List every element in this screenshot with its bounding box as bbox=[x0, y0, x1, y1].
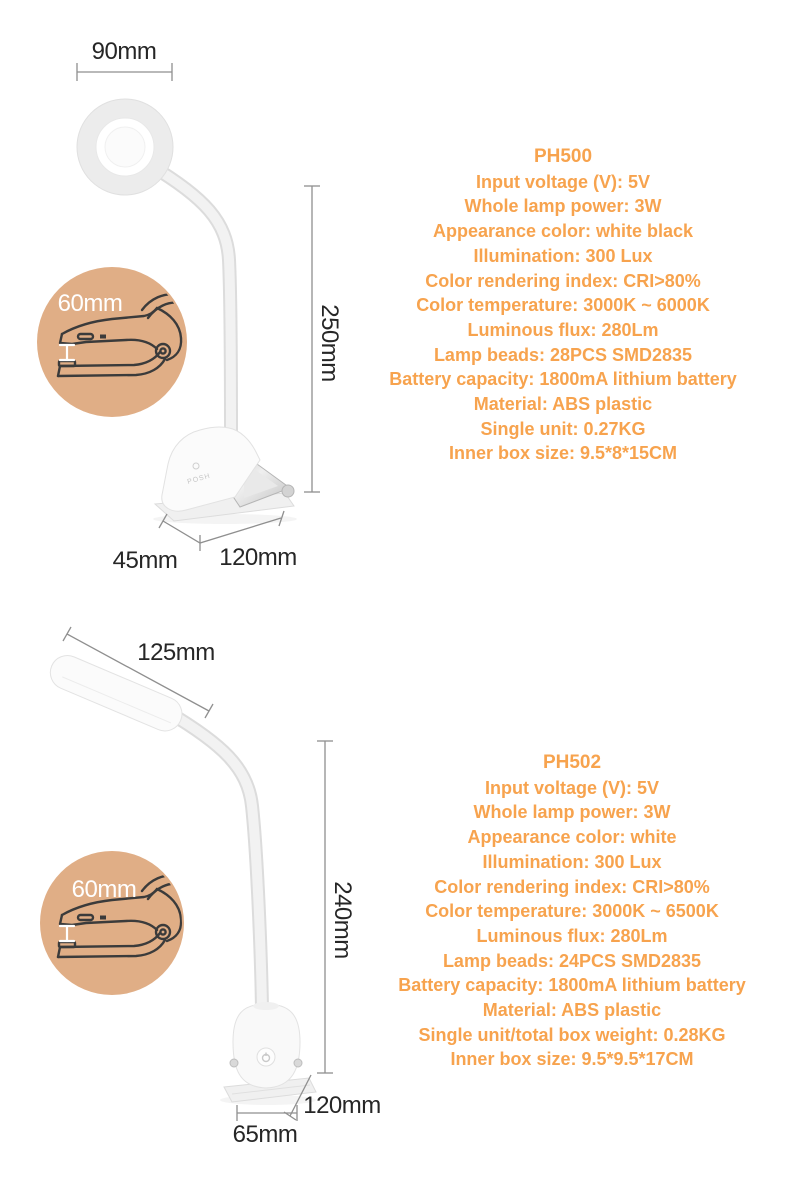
dim-label-head-width-1: 90mm bbox=[91, 38, 157, 65]
spec-line: Appearance color: white bbox=[467, 827, 677, 848]
spec-line: Illumination: 300 Lux bbox=[482, 851, 662, 872]
spec-line: Material: ABS plastic bbox=[482, 1000, 662, 1021]
spec-line: Whole lamp power: 3W bbox=[473, 802, 671, 823]
spec-line: Illumination: 300 Lux bbox=[473, 245, 653, 266]
spec-line: Luminous flux: 280Lm bbox=[467, 319, 659, 340]
spec-line: Appearance color: white black bbox=[432, 221, 694, 242]
spec-line: Lamp beads: 24PCS SMD2835 bbox=[442, 950, 702, 971]
lamp2-clip-detail-badge bbox=[40, 851, 184, 995]
spec-line: Inner box size: 9.5*8*15CM bbox=[448, 443, 678, 464]
dim-label-height-2: 240mm bbox=[329, 881, 356, 959]
touch-button bbox=[257, 1048, 275, 1066]
spec-line: Material: ABS plastic bbox=[473, 394, 653, 415]
spec-block-ph500 bbox=[348, 145, 778, 466]
dim-label-height-1: 250mm bbox=[316, 304, 343, 382]
model-name: PH500 bbox=[533, 146, 593, 167]
dim-label-clip-opening-2: 60mm bbox=[71, 876, 137, 903]
spec-line: Input voltage (V): 5V bbox=[484, 777, 659, 798]
spec-line: Whole lamp power: 3W bbox=[464, 196, 662, 217]
spec-line: Inner box size: 9.5*9.5*17CM bbox=[450, 1049, 694, 1070]
spec-line: Color temperature: 3000K ~ 6500K bbox=[425, 901, 719, 922]
model-name: PH502 bbox=[542, 752, 602, 773]
spec-line: Lamp beads: 28PCS SMD2835 bbox=[433, 344, 693, 365]
dim-label-base-width-2: 65mm bbox=[232, 1121, 298, 1148]
lamp2-drawing bbox=[40, 627, 333, 1121]
dim-label-base-front-1: 45mm bbox=[112, 547, 178, 574]
spec-line: Battery capacity: 1800mA lithium battery bbox=[398, 975, 746, 996]
dim-label-clip-opening-1: 60mm bbox=[57, 290, 123, 317]
dim-label-head-width-2: 125mm bbox=[137, 639, 215, 666]
dim-label-base-length-1: 120mm bbox=[219, 544, 297, 571]
spec-line: Single unit: 0.27KG bbox=[480, 418, 646, 439]
spec-block-ph502 bbox=[357, 751, 787, 1072]
spec-line: Luminous flux: 280Lm bbox=[476, 925, 668, 946]
spec-line: Input voltage (V): 5V bbox=[475, 171, 650, 192]
dim-label-base-length-2: 120mm bbox=[303, 1092, 381, 1119]
spec-line: Color rendering index: CRI>80% bbox=[434, 876, 710, 897]
spec-line: Color rendering index: CRI>80% bbox=[425, 270, 701, 291]
lamp1-clip-base bbox=[153, 427, 297, 524]
spec-line: Color temperature: 3000K ~ 6000K bbox=[416, 295, 710, 316]
lamp2-clip-base bbox=[220, 1002, 316, 1105]
brand-logo-text: POSH bbox=[186, 472, 212, 486]
spec-line: Single unit/total box weight: 0.28KG bbox=[418, 1024, 726, 1045]
spec-line: Battery capacity: 1800mA lithium battery bbox=[389, 369, 737, 390]
